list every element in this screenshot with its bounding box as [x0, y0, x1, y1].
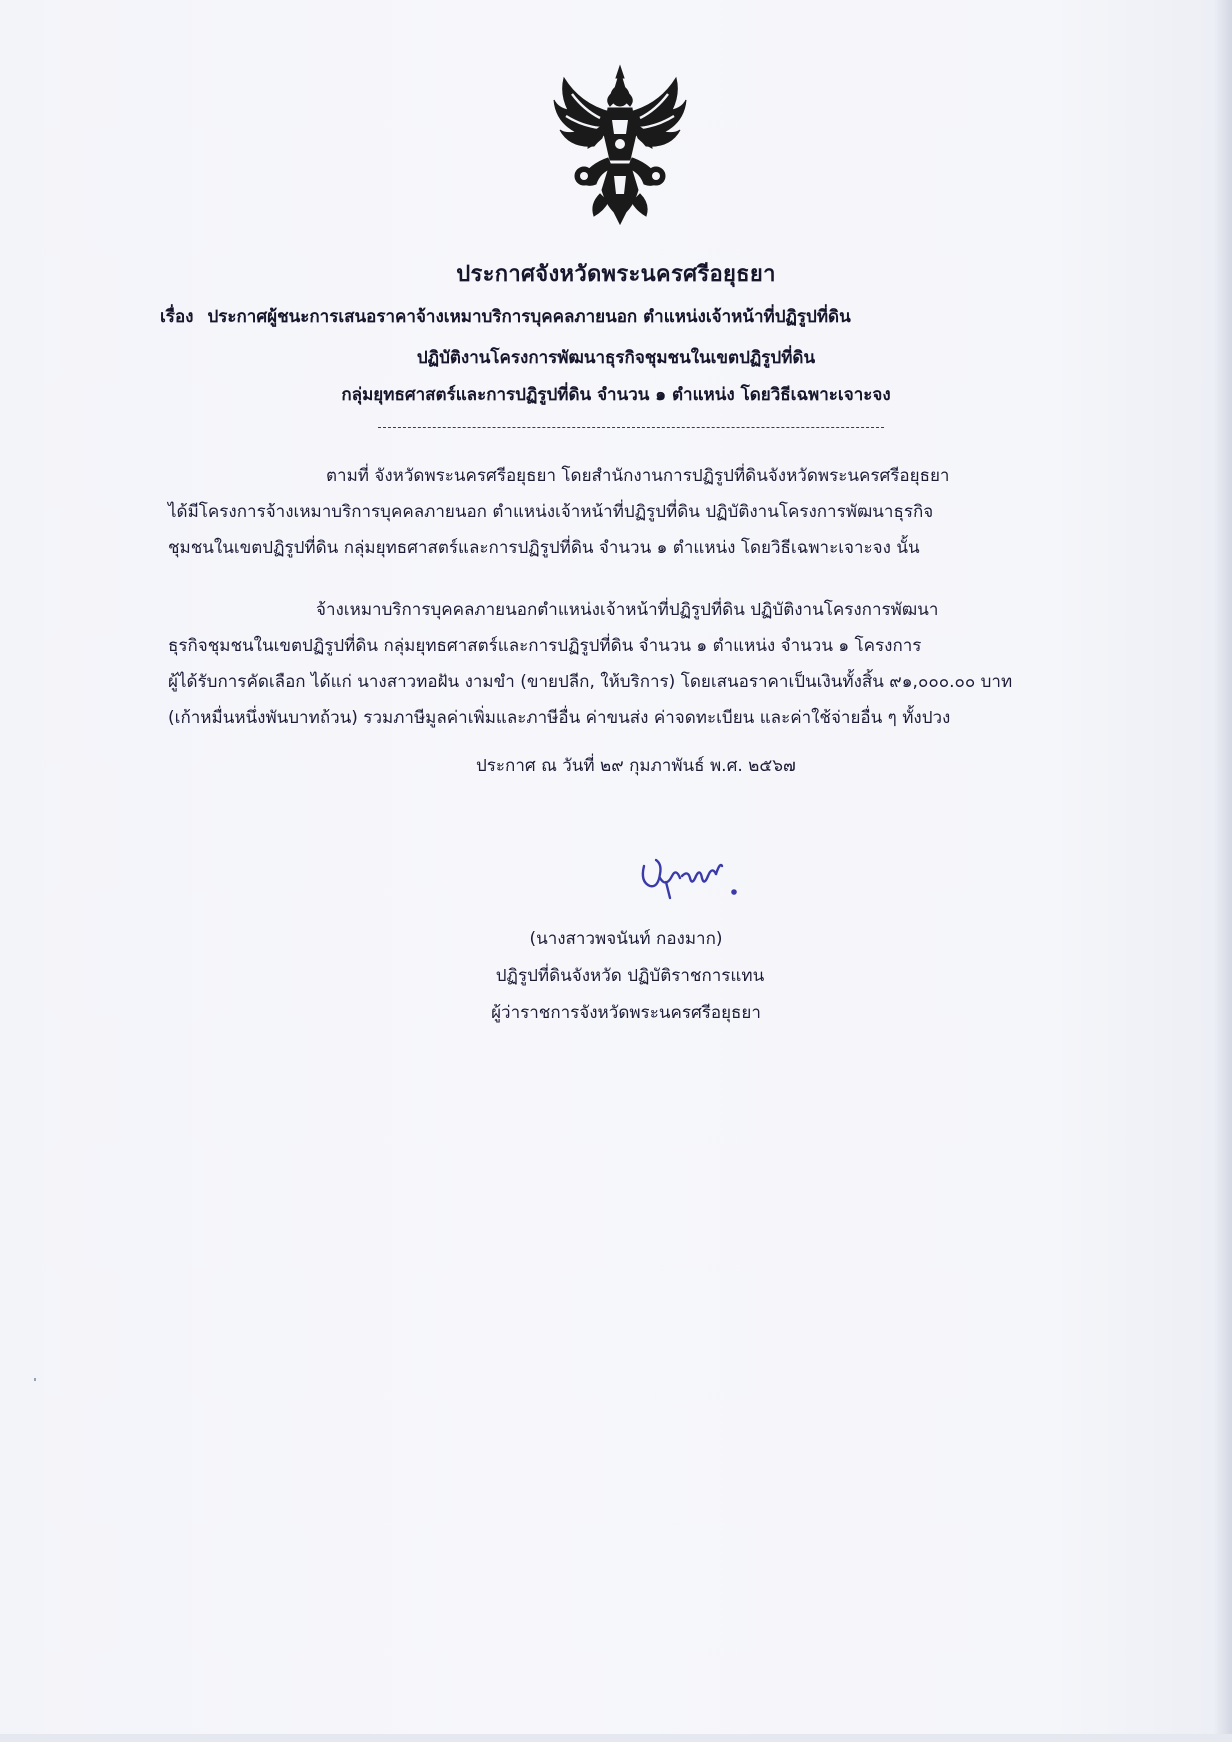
garuda-emblem-icon: [550, 64, 690, 228]
subject-line-1: [160, 303, 1060, 330]
title-divider: [378, 427, 884, 428]
signer-name: (นางสาวพจนันท์ กองมาก): [529, 929, 723, 949]
paragraph-1-line-2: ได้มีโครงการจ้างเหมาบริการบุคคลภายนอก ตำแหน่งเจ้าหน้าที่ปฏิรูปที่ดิน ปฏิบัติงานโครงการพัฒนาธุรกิจ: [168, 502, 934, 522]
signer-title-2: ผู้ว่าราชการจังหวัดพระนครศรีอยุธยา: [491, 1003, 761, 1023]
paragraph-1-line-1: ตามที่ จังหวัดพระนครศรีอยุธยา โดยสำนักงานการปฏิรูปที่ดินจังหวัดพระนครศรีอยุธยา: [326, 466, 950, 486]
paragraph-2-line-2: ธุรกิจชุมชนในเขตปฏิรูปที่ดิน กลุ่มยุทธศาสตร์และการปฏิรูปที่ดิน จำนวน ๑ ตำแหน่ง จำนวน ๑ โครงการ: [168, 636, 922, 656]
scan-speck: [34, 1378, 36, 1381]
signer-title-1: ปฏิรูปที่ดินจังหวัด ปฏิบัติราชการแทน: [495, 966, 765, 986]
subject-line-2: ปฏิบัติงานโครงการพัฒนาธุรกิจชุมชนในเขตปฏิรูปที่ดิน: [416, 348, 816, 368]
paragraph-2-line-3: ผู้ได้รับการคัดเลือก ได้แก่ นางสาวทอฝัน งามขำ (ขายปลีก, ให้บริการ) โดยเสนอราคาเป็นเงินทั้งสิ้น ๙๑,๐๐๐.๐๐ บาท: [168, 672, 1013, 692]
subject-line-3: กลุ่มยุทธศาสตร์และการปฏิรูปที่ดิน จำนวน ๑ ตำแหน่ง โดยวิธีเฉพาะเจาะจง: [341, 385, 891, 405]
announcement-title: ประกาศจังหวัดพระนครศรีอยุธยา: [456, 262, 776, 287]
paragraph-1-line-3: ชุมชนในเขตปฏิรูปที่ดิน กลุ่มยุทธศาสตร์และการปฏิรูปที่ดิน จำนวน ๑ ตำแหน่ง โดยวิธีเฉพาะเจาะจง นั้น: [168, 538, 920, 558]
subject-label: เรื่อง: [160, 307, 194, 327]
paragraph-2: [168, 592, 1128, 736]
subject-text-1: ประกาศผู้ชนะการเสนอราคาจ้างเหมาบริการบุคคลภายนอก ตำแหน่งเจ้าหน้าที่ปฏิรูปที่ดิน: [207, 307, 851, 327]
signature-icon: [636, 848, 756, 908]
paragraph-2-line-4: (เก้าหมื่นหนึ่งพันบาทถ้วน) รวมภาษีมูลค่าเพิ่มและภาษีอื่น ค่าขนส่ง ค่าจดทะเบียน และค่าใช้จ่ายอื่น ๆ ทั้งปวง: [168, 708, 951, 728]
page-bottom-strip: [0, 1734, 1232, 1742]
announcement-date: ประกาศ ณ วันที่ ๒๙ กุมภาพันธ์ พ.ศ. ๒๕๖๗: [476, 756, 796, 776]
paragraph-1: [168, 458, 1128, 566]
paragraph-2-line-1: จ้างเหมาบริการบุคคลภายนอกตำแหน่งเจ้าหน้าที่ปฏิรูปที่ดิน ปฏิบัติงานโครงการพัฒนา: [316, 600, 939, 620]
